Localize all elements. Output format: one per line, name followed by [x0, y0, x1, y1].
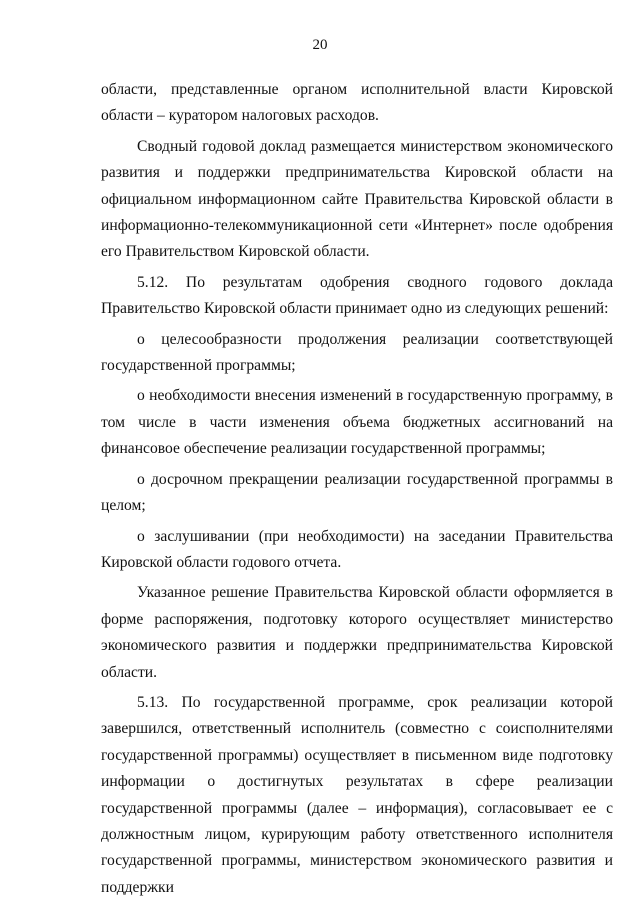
- decision-item-hearing: о заслушивании (при необходимости) на заседании Правительства Кировской области годового отчета.: [101, 527, 613, 571]
- page-number: 20: [312, 37, 328, 53]
- paragraph-5-13: 5.13. По государственной программе, срок реализации которой завершился, ответственный исполнитель (совместно с соисполнителями государственной программы) осуществляет в письменном виде подготовку информации о достигнутых результатах в сфере реализации государственной программы (далее – информация), согласовывает ее с должностным лицом, курирующим работу ответственного исполнителя государственной программы, министерством экономического развития и поддержки: [101, 693, 613, 896]
- paragraph-decision-form: Указанное решение Правительства Кировской области оформляется в форме распоряжения, подготовку которого осуществляет министерство экономического развития и поддержки предпринимательства Кировской области.: [101, 584, 613, 681]
- decision-item-amend: о необходимости внесения изменений в государственную программу, в том числе в части изменения объема бюджетных ассигнований на финансовое обеспечение реализации государственной программы;: [101, 387, 613, 458]
- decision-item-terminate: о досрочном прекращении реализации государственной программы в целом;: [101, 470, 613, 515]
- document-body: [101, 77, 613, 902]
- decision-item-continue: о целесообразности продолжения реализации соответствующей государственной программы;: [101, 330, 613, 375]
- paragraph-continuation: области, представленные органом исполнительной власти Кировской области – куратором налоговых расходов.: [101, 81, 613, 125]
- paragraph-5-12: 5.12. По результатам одобрения сводного годового доклада Правительство Кировской области принимает одно из следующих решений:: [101, 273, 613, 318]
- paragraph-report-publication: Сводный годовой доклад размещается министерством экономического развития и поддержки предпринимательства Кировской области на официальном информационном сайте Правительства Кировской области в информационно-телекоммуникационной сети «Интернет» после одобрения его Правительством Кировской области.: [101, 137, 613, 261]
